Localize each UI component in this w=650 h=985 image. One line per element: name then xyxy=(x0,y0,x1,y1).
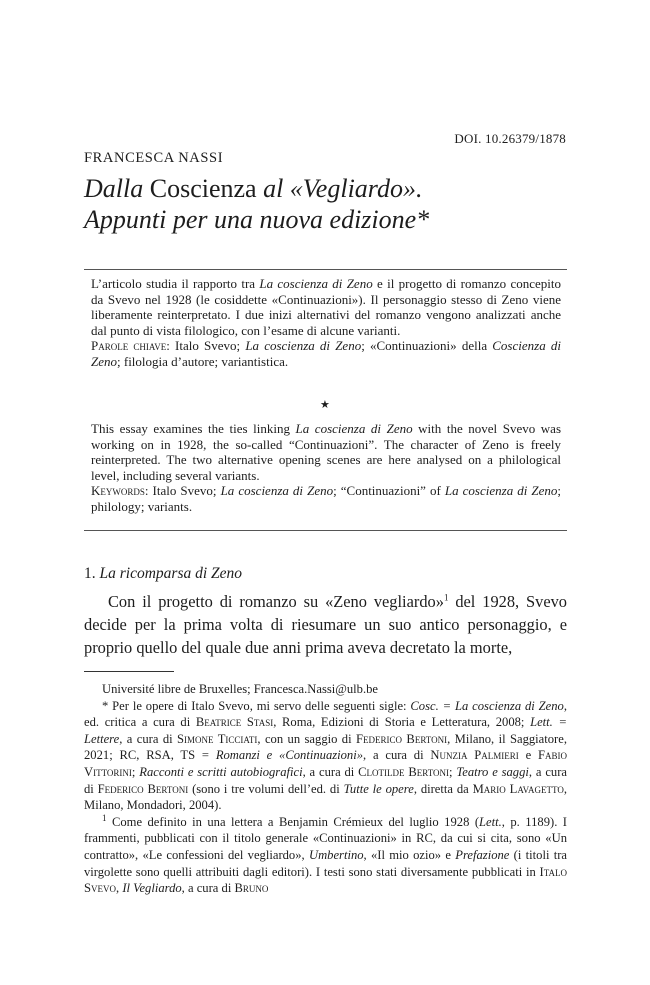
keywords: Keywords: Italo Svevo; La coscienza di Zeno; “Continuazioni” of La coscienza di Zeno; philology; variants. xyxy=(91,483,562,514)
footnote-rule xyxy=(84,671,174,672)
article-title xyxy=(84,173,584,235)
author-name: FRANCESCA NASSI xyxy=(84,150,224,166)
abstract-text: L’articolo studia il rapporto tra La coscienza di Zeno e il progetto di romanzo concepito da Svevo nel 1928 (le cosiddette «Continuazioni»). Il personaggio stesso di Zeno viene liberamente reinterpretato. I due inizi alternativi del romanzo vengono analizzati anche dal punto di vista filologico, con l’esame di alcune varianti. xyxy=(91,276,562,338)
footnotes xyxy=(84,681,567,897)
abstract-text: This essay examines the ties linking La coscienza di Zeno with the novel Svevo was working on in 1928, the so-called “Continuazioni”. The character of Zeno is freely reinterpreted. The two alternative opening scenes are here analysed on a philological level, including several variants. xyxy=(91,421,561,483)
doi: DOI. 10.26379/1878 xyxy=(454,131,566,146)
abstract-top-rule xyxy=(84,269,567,270)
footnote-ref[interactable]: 1 xyxy=(443,592,449,603)
footnote-star: * Per le opere di Italo Svevo, mi servo delle seguenti sigle: Cosc. = La coscienza di Zeno, ed. critica a cura di Beatrice Stasi, Roma, Edizioni di Storia e Letteratura, 2008; Lett. = Lettere, a cura di Simone Ticciati, con un saggio di Federico Bertoni, Milano, il Saggiatore, 2021; RC, RSA, TS = Romanzi e «Continuazioni», a cura di Nunzia Palmieri e Fabio Vittorini; Racconti e scritti autobiografici, a cura di Clotilde Bertoni; Teatro e saggi, a cura di Federico Bertoni (sono i tre volumi dell’ed. di Tutte le opere, diretta da Mario Lavagetto, Milano, Mondadori, 2004). xyxy=(84,698,568,813)
abstract-bottom-rule xyxy=(84,530,567,531)
body-paragraph: Con il progetto di romanzo su «Zeno vegliardo»$^1$ del 1928, Svevo decide per la prima volta di riesumare un suo antico personaggio, e proprio quello del quale due anni prima aveva decretato la morte, xyxy=(84,592,567,657)
title-part: Dalla xyxy=(84,174,144,203)
title-part: Appunti per una nuova edizione* xyxy=(84,205,430,234)
star-separator: ★ xyxy=(320,399,330,411)
title-part: Coscienza xyxy=(143,174,264,203)
title-part: al «Vegliardo». xyxy=(263,174,423,203)
footnote-1: $^1$ Come definito in una lettera a Benjamin Crémieux del luglio 1928 (Lett., p. 1189). I frammenti, pubblicati con il titolo generale «Continuazioni» in RC, da cui si cita, sono «Un contratto», «Le confessioni del vegliardo», Umbertino, «Il mio ozio» e Prefazione (i titoli tra virgolette sono quelli attribuiti dagli editori). I testi sono stati diversamente pubblicati in Italo Svevo, Il Vegliardo, a cura di Bruno xyxy=(84,812,568,896)
section-heading: 1. La ricomparsa di Zeno xyxy=(84,565,243,582)
abstract-italian xyxy=(91,276,561,370)
affiliation: Université libre de Bruxelles; Francesca.Nassi@ulb.be xyxy=(102,682,378,696)
keywords: Parole chiave: Italo Svevo; La coscienza di Zeno; «Continuazioni» della Coscienza di Zeno; filologia d’autore; variantistica. xyxy=(91,338,561,369)
abstract-english xyxy=(91,421,561,515)
